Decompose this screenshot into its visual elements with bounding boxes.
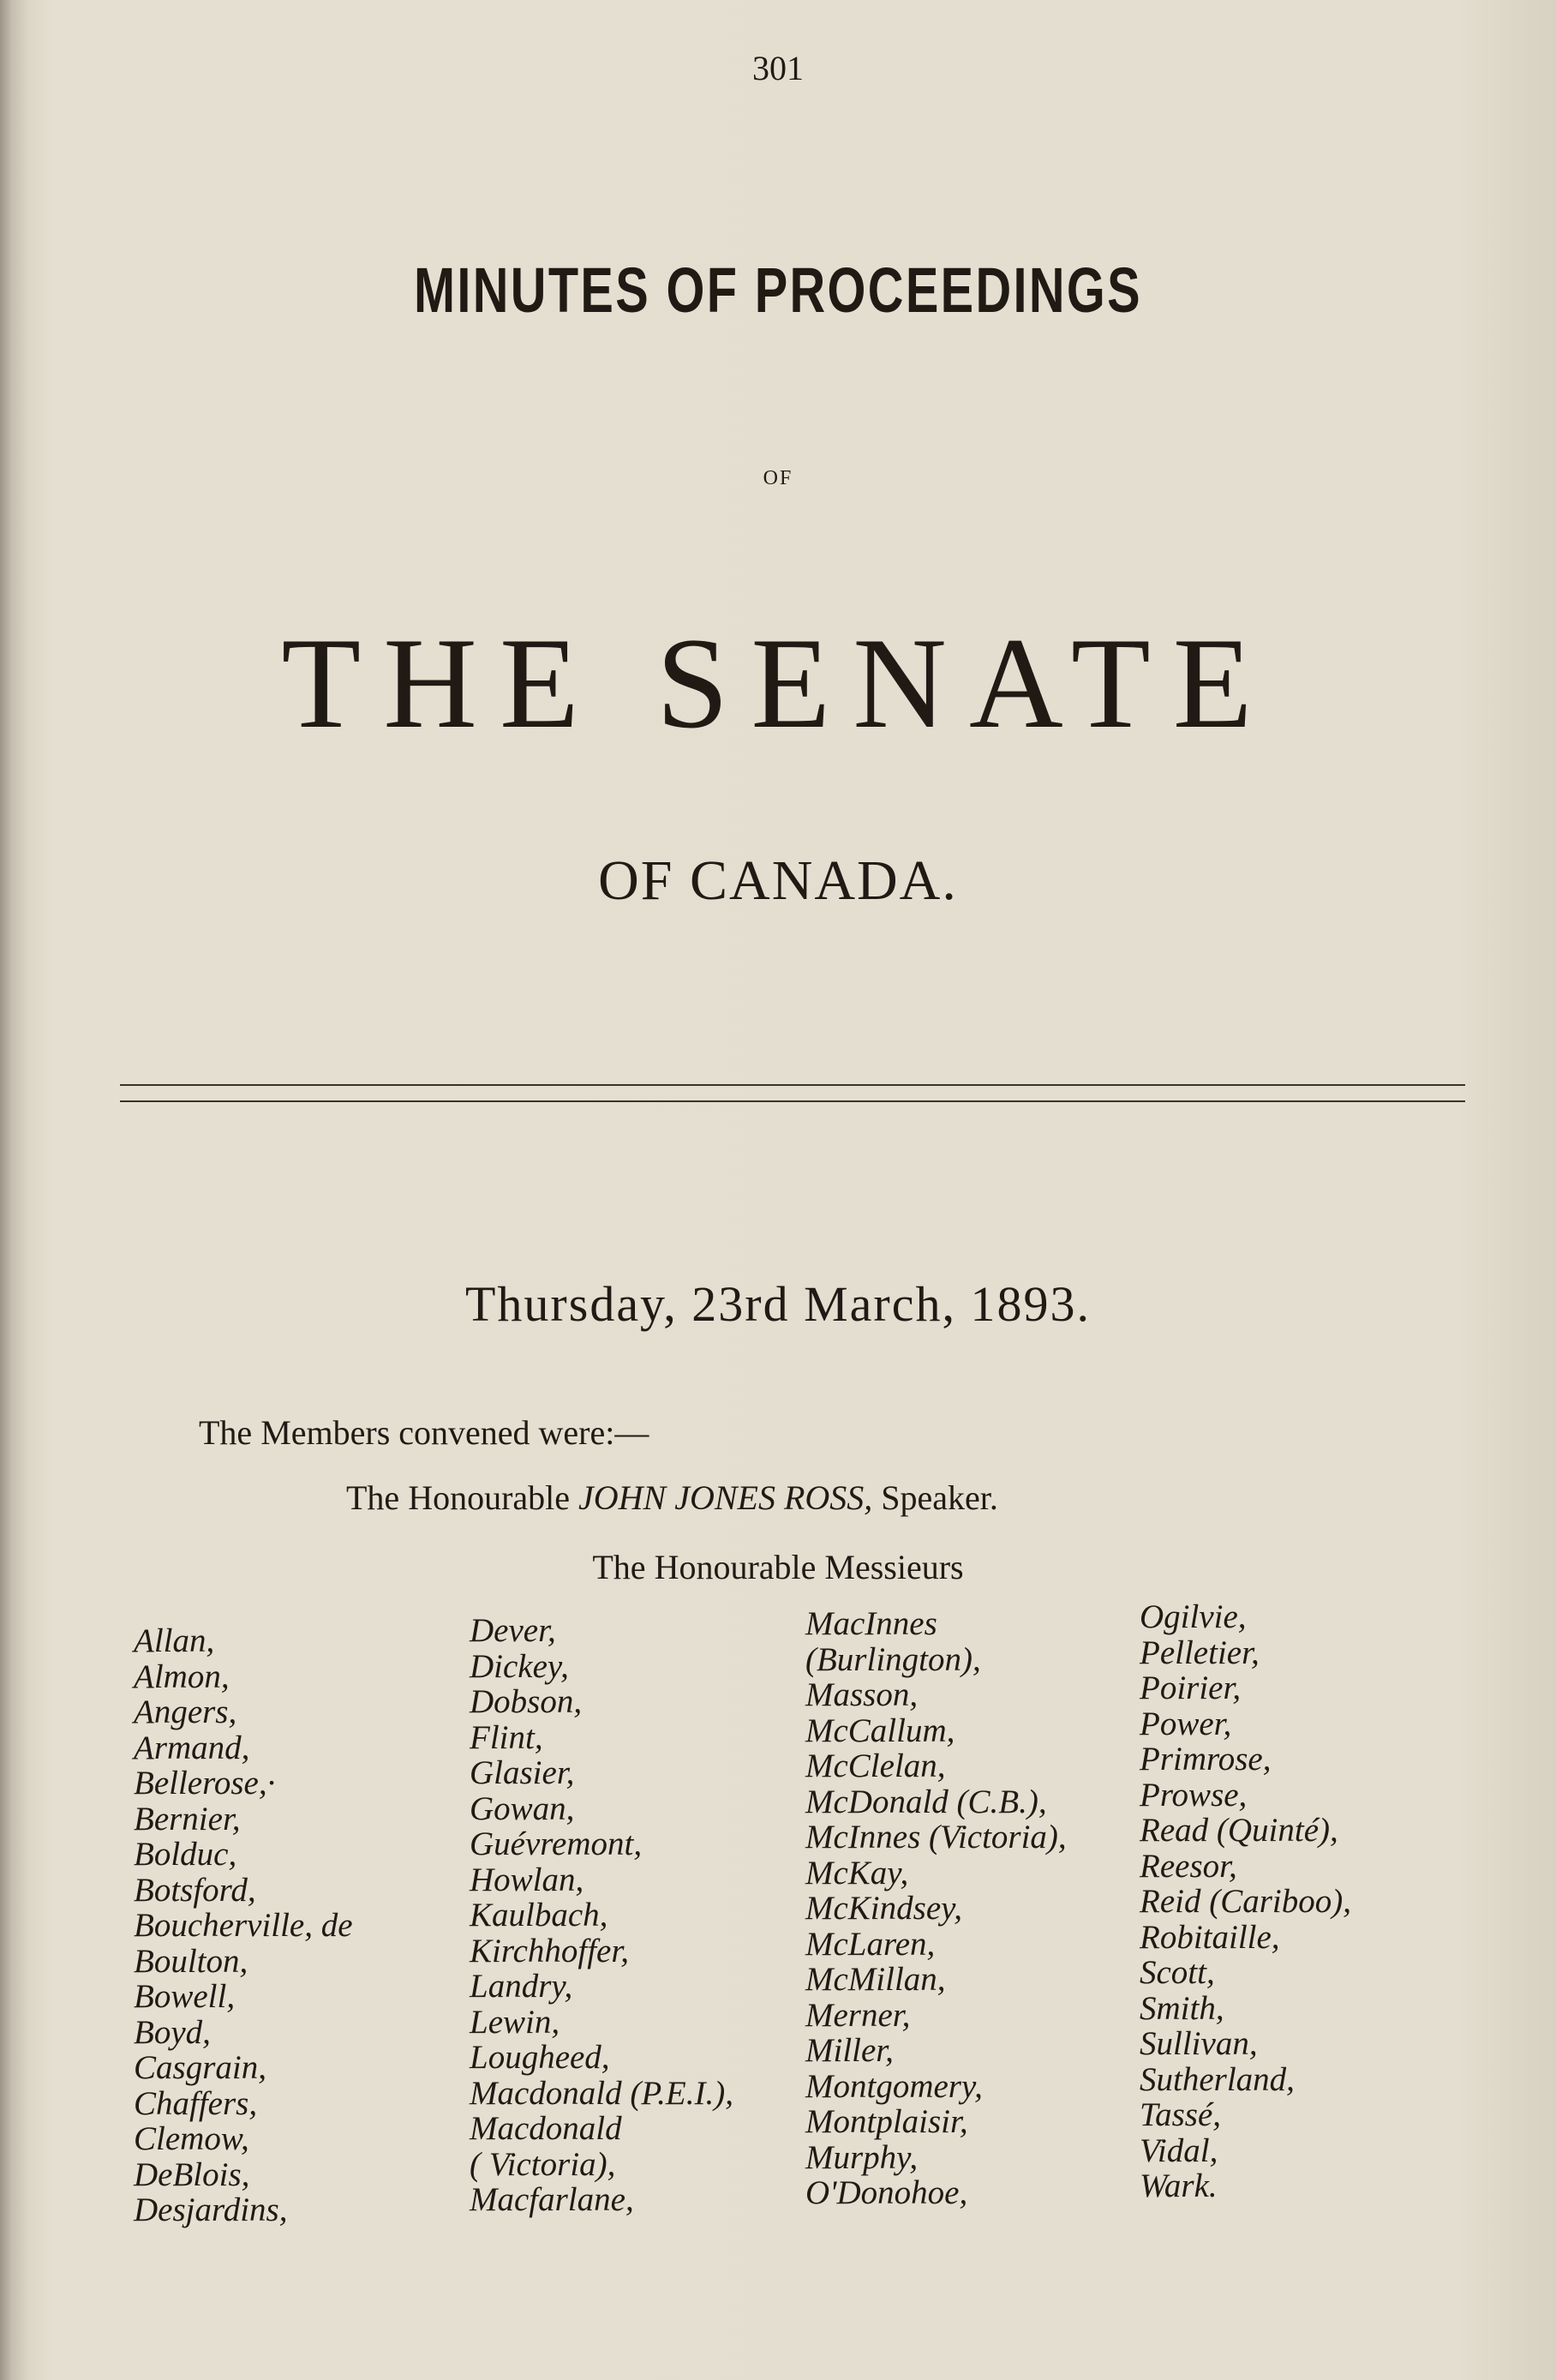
member-name: Power, bbox=[1140, 1705, 1232, 1742]
member-name: Boyd, bbox=[134, 2013, 211, 2051]
member-name: Bowell, bbox=[134, 1978, 236, 2015]
member-name: Dever, bbox=[470, 1612, 556, 1649]
divider-rule-top bbox=[120, 1084, 1465, 1086]
member-name: Bernier, bbox=[134, 1800, 241, 1837]
member-name: Ogilvie, bbox=[1140, 1598, 1247, 1635]
member-name: Landry, bbox=[470, 1968, 573, 2005]
member-name: Dobson, bbox=[470, 1683, 583, 1720]
member-name: MacInnes bbox=[805, 1605, 937, 1642]
member-name: Robitaille, bbox=[1140, 1918, 1280, 1956]
member-name: Montplaisir, bbox=[805, 2103, 968, 2140]
title-the-senate: THE SENATE bbox=[281, 611, 1275, 755]
member-name: Vidal, bbox=[1140, 2131, 1218, 2169]
member-name: Miller, bbox=[805, 2032, 894, 2069]
title-of: OF bbox=[763, 467, 793, 489]
member-name: McLaren, bbox=[805, 1925, 936, 1963]
speaker-title: Speaker. bbox=[881, 1478, 998, 1517]
member-name: Allan, bbox=[134, 1622, 215, 1659]
member-name: Bolduc, bbox=[134, 1836, 237, 1873]
member-name: Desjardins, bbox=[134, 2191, 288, 2228]
member-name: Macdonald (P.E.I.), bbox=[470, 2074, 733, 2112]
member-name: Howlan, bbox=[470, 1861, 584, 1898]
member-name: Primrose, bbox=[1140, 1741, 1272, 1778]
member-name: O'Donohoe, bbox=[805, 2174, 968, 2211]
member-name: Almon, bbox=[134, 1658, 230, 1695]
member-name: Prowse, bbox=[1140, 1776, 1248, 1813]
member-name: Lougheed, bbox=[470, 2039, 610, 2076]
member-name: (Burlington), bbox=[805, 1640, 981, 1678]
speaker-prefix: The Honourable bbox=[346, 1478, 571, 1517]
divider-rule-bottom bbox=[120, 1100, 1465, 1102]
member-name: Glasier, bbox=[470, 1754, 575, 1791]
member-name: Armand, bbox=[134, 1729, 250, 1766]
member-name: Smith, bbox=[1140, 1989, 1224, 2027]
member-name: Bellerose,· bbox=[134, 1765, 276, 1801]
member-name: ( Victoria), bbox=[470, 2145, 616, 2183]
member-name: Tassé, bbox=[1140, 2096, 1222, 2133]
member-name: Chaffers, bbox=[134, 2084, 258, 2122]
speaker-line bbox=[346, 1478, 998, 1518]
member-name: Macdonald bbox=[470, 2110, 622, 2147]
member-name: Boucherville, de bbox=[134, 1907, 353, 1944]
member-name: McKay, bbox=[805, 1854, 909, 1891]
member-name: Guévremont, bbox=[470, 1825, 643, 1862]
member-name: Reid (Cariboo), bbox=[1140, 1883, 1351, 1920]
member-name: Dickey, bbox=[470, 1647, 569, 1685]
member-name: McInnes (Victoria), bbox=[805, 1819, 1067, 1855]
member-name: Kirchhoffer, bbox=[470, 1932, 629, 1969]
member-name: Botsford, bbox=[134, 1871, 256, 1909]
members-column-4 bbox=[1140, 1599, 1351, 2204]
member-name: Boulton, bbox=[134, 1942, 248, 1980]
member-name: Read (Quinté), bbox=[1140, 1812, 1338, 1849]
member-name: McMillan, bbox=[805, 1961, 946, 1998]
members-convened-heading: The Members convened were:— bbox=[199, 1413, 649, 1452]
session-date: Thursday, 23rd March, 1893. bbox=[465, 1276, 1091, 1332]
members-column-3 bbox=[805, 1606, 1067, 2211]
member-name: Wark. bbox=[1140, 2167, 1218, 2204]
member-name: Montgomery, bbox=[805, 2067, 983, 2105]
member-name: Angers, bbox=[134, 1694, 237, 1730]
member-name: Kaulbach, bbox=[470, 1897, 608, 1933]
member-name: Clemow, bbox=[134, 2120, 249, 2157]
member-name: Reesor, bbox=[1140, 1847, 1237, 1885]
member-name: DeBlois, bbox=[134, 2155, 250, 2193]
member-name: Gowan, bbox=[470, 1789, 575, 1827]
members-column-2 bbox=[470, 1613, 733, 2218]
member-name: Sullivan, bbox=[1140, 2025, 1258, 2062]
member-name: McClelan, bbox=[805, 1748, 946, 1784]
member-name: Scott, bbox=[1140, 1954, 1215, 1991]
member-name: Merner, bbox=[805, 1996, 911, 2034]
member-name: Macfarlane, bbox=[470, 2181, 634, 2218]
member-name: McDonald (C.B.), bbox=[805, 1783, 1047, 1820]
member-name: Flint, bbox=[470, 1718, 543, 1756]
page-number: 301 bbox=[752, 49, 804, 87]
members-column-1 bbox=[134, 1623, 353, 2228]
member-name: McCallum, bbox=[805, 1712, 955, 1749]
title-of-canada: OF CANADA. bbox=[598, 849, 958, 912]
member-name: Murphy, bbox=[805, 2138, 919, 2176]
member-name: Lewin, bbox=[470, 2003, 560, 2041]
messieurs-heading: The Honourable Messieurs bbox=[592, 1548, 964, 1586]
member-name: Pelletier, bbox=[1140, 1634, 1260, 1671]
speaker-name: JOHN JONES ROSS, bbox=[578, 1478, 873, 1517]
member-name: McKindsey, bbox=[805, 1890, 963, 1927]
member-name: Poirier, bbox=[1140, 1670, 1242, 1706]
title-minutes-of-proceedings: MINUTES OF PROCEEDINGS bbox=[413, 255, 1143, 326]
member-name: Masson, bbox=[805, 1676, 919, 1713]
member-name: Sutherland, bbox=[1140, 2060, 1295, 2098]
member-name: Casgrain, bbox=[134, 2049, 266, 2086]
